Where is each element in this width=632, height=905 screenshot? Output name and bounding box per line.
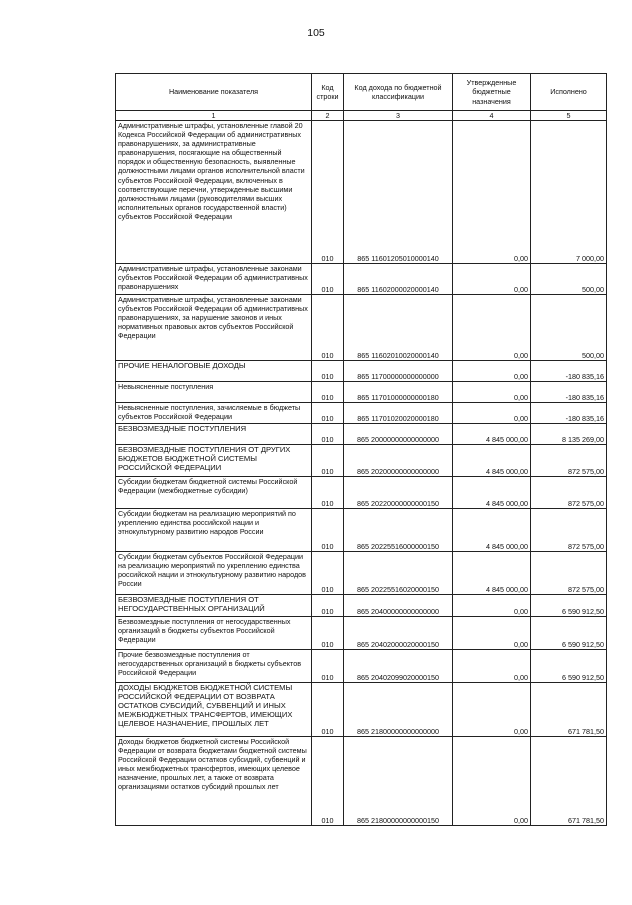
approved-amount: 0,00 bbox=[453, 737, 531, 826]
column-number: 3 bbox=[344, 111, 453, 121]
header-executed: Исполнено bbox=[531, 74, 607, 111]
income-code: 865 11602010020000140 bbox=[344, 295, 453, 361]
income-code: 865 20225516000000150 bbox=[344, 509, 453, 552]
indicator-name: Административные штрафы, установленные законами субъектов Российской Федерации об административных правонарушениях, за нарушение законов и иных нормативных правовых актов субъектов Российской Федерации bbox=[116, 295, 312, 361]
approved-amount: 4 845 000,00 bbox=[453, 424, 531, 445]
income-code: 865 20000000000000000 bbox=[344, 424, 453, 445]
executed-amount: -180 835,16 bbox=[531, 403, 607, 424]
income-code: 865 20402099020000150 bbox=[344, 650, 453, 683]
column-number-row bbox=[116, 111, 607, 121]
line-code: 010 bbox=[312, 445, 344, 477]
indicator-name: ПРОЧИЕ НЕНАЛОГОВЫЕ ДОХОДЫ bbox=[116, 361, 312, 382]
approved-amount: 0,00 bbox=[453, 403, 531, 424]
approved-amount: 4 845 000,00 bbox=[453, 477, 531, 509]
table-row bbox=[116, 121, 607, 264]
line-code: 010 bbox=[312, 382, 344, 403]
indicator-name: ДОХОДЫ БЮДЖЕТОВ БЮДЖЕТНОЙ СИСТЕМЫ РОССИЙСКОЙ ФЕДЕРАЦИИ ОТ ВОЗВРАТА ОСТАТКОВ СУБСИДИЙ, СУБВЕНЦИЙ И ИНЫХ МЕЖБЮДЖЕТНЫХ ТРАНСФЕРТОВ, ИМЕЮЩИХ ЦЕЛЕВОЕ НАЗНАЧЕНИЕ, ПРОШЛЫХ ЛЕТ bbox=[116, 683, 312, 737]
table-row bbox=[116, 683, 607, 737]
executed-amount: 500,00 bbox=[531, 295, 607, 361]
approved-amount: 0,00 bbox=[453, 361, 531, 382]
indicator-name: Доходы бюджетов бюджетной системы Российской Федерации от возврата бюджетами бюджетной системы Российской Федерации остатков субсидий, субвенций и иных межбюджетных трансфертов, имеющих целевое назначение, прошлых лет, а также от возврата организациями остатков субсидий прошлых лет bbox=[116, 737, 312, 826]
income-code: 865 11701020020000180 bbox=[344, 403, 453, 424]
line-code: 010 bbox=[312, 361, 344, 382]
executed-amount: 8 135 269,00 bbox=[531, 424, 607, 445]
indicator-name: БЕЗВОЗМЕЗДНЫЕ ПОСТУПЛЕНИЯ bbox=[116, 424, 312, 445]
table-row bbox=[116, 617, 607, 650]
executed-amount: 671 781,50 bbox=[531, 737, 607, 826]
income-code: 865 20225516020000150 bbox=[344, 552, 453, 595]
executed-amount: 872 575,00 bbox=[531, 509, 607, 552]
executed-amount: 872 575,00 bbox=[531, 477, 607, 509]
executed-amount: -180 835,16 bbox=[531, 361, 607, 382]
line-code: 010 bbox=[312, 683, 344, 737]
executed-amount: 872 575,00 bbox=[531, 552, 607, 595]
income-code: 865 20200000000000000 bbox=[344, 445, 453, 477]
table-row bbox=[116, 295, 607, 361]
line-code: 010 bbox=[312, 595, 344, 617]
approved-amount: 0,00 bbox=[453, 121, 531, 264]
income-code: 865 11701000000000180 bbox=[344, 382, 453, 403]
approved-amount: 0,00 bbox=[453, 595, 531, 617]
table-row bbox=[116, 477, 607, 509]
table-row bbox=[116, 382, 607, 403]
table-row bbox=[116, 403, 607, 424]
approved-amount: 0,00 bbox=[453, 264, 531, 295]
approved-amount: 0,00 bbox=[453, 295, 531, 361]
executed-amount: 7 000,00 bbox=[531, 121, 607, 264]
executed-amount: 6 590 912,50 bbox=[531, 617, 607, 650]
indicator-name: Субсидии бюджетам субъектов Российской Федерации на реализацию мероприятий по укреплению единства российской нации и этнокультурному развитию народов России bbox=[116, 552, 312, 595]
page-number: 105 bbox=[307, 27, 325, 39]
line-code: 010 bbox=[312, 264, 344, 295]
indicator-name: БЕЗВОЗМЕЗДНЫЕ ПОСТУПЛЕНИЯ ОТ НЕГОСУДАРСТВЕННЫХ ОРГАНИЗАЦИЙ bbox=[116, 595, 312, 617]
executed-amount: 671 781,50 bbox=[531, 683, 607, 737]
approved-amount: 4 845 000,00 bbox=[453, 509, 531, 552]
table-row bbox=[116, 509, 607, 552]
column-number: 1 bbox=[116, 111, 312, 121]
executed-amount: 872 575,00 bbox=[531, 445, 607, 477]
header-approved: Утвержденные бюджетные назначения bbox=[453, 74, 531, 111]
executed-amount: 500,00 bbox=[531, 264, 607, 295]
table-row bbox=[116, 595, 607, 617]
line-code: 010 bbox=[312, 617, 344, 650]
income-code: 865 20220000000000150 bbox=[344, 477, 453, 509]
line-code: 010 bbox=[312, 403, 344, 424]
indicator-name: Невыясненные поступления, зачисляемые в бюджеты субъектов Российской Федерации bbox=[116, 403, 312, 424]
executed-amount: 6 590 912,50 bbox=[531, 595, 607, 617]
header-indicator-name: Наименование показателя bbox=[116, 74, 312, 111]
indicator-name: Субсидии бюджетам бюджетной системы Российской Федерации (межбюджетные субсидии) bbox=[116, 477, 312, 509]
approved-amount: 0,00 bbox=[453, 382, 531, 403]
table-row bbox=[116, 361, 607, 382]
column-number: 4 bbox=[453, 111, 531, 121]
line-code: 010 bbox=[312, 509, 344, 552]
income-code: 865 20400000000000000 bbox=[344, 595, 453, 617]
column-number: 5 bbox=[531, 111, 607, 121]
table-row bbox=[116, 552, 607, 595]
income-report-table bbox=[115, 73, 607, 826]
table-row bbox=[116, 445, 607, 477]
table-row bbox=[116, 264, 607, 295]
income-code: 865 21800000000000150 bbox=[344, 737, 453, 826]
table-row bbox=[116, 650, 607, 683]
approved-amount: 4 845 000,00 bbox=[453, 445, 531, 477]
table-row bbox=[116, 424, 607, 445]
indicator-name: Административные штрафы, установленные законами субъектов Российской Федерации об административных правонарушениях bbox=[116, 264, 312, 295]
header-row bbox=[116, 74, 607, 111]
income-code: 865 11601205010000140 bbox=[344, 121, 453, 264]
executed-amount: -180 835,16 bbox=[531, 382, 607, 403]
executed-amount: 6 590 912,50 bbox=[531, 650, 607, 683]
indicator-name: Безвозмездные поступления от негосударственных организаций в бюджеты субъектов Российской Федерации bbox=[116, 617, 312, 650]
line-code: 010 bbox=[312, 552, 344, 595]
indicator-name: Невыясненные поступления bbox=[116, 382, 312, 403]
approved-amount: 4 845 000,00 bbox=[453, 552, 531, 595]
header-income-code: Код дохода по бюджетной классификации bbox=[344, 74, 453, 111]
income-code: 865 21800000000000000 bbox=[344, 683, 453, 737]
approved-amount: 0,00 bbox=[453, 617, 531, 650]
income-code: 865 20402000020000150 bbox=[344, 617, 453, 650]
indicator-name: Административные штрафы, установленные главой 20 Кодекса Российской Федерации об административных правонарушениях, за административные правонарушения, посягающие на общественный порядок и общественную безопасность, выявленные должностными лицами органов исполнительной власти субъектов Российской Федерации, включенных в соответствующие перечни, утвержденные высшими должностными лицами (руководителями высших исполнительных органов государственной власти) субъектов Российской Федерации bbox=[116, 121, 312, 264]
indicator-name: Прочие безвозмездные поступления от негосударственных организаций в бюджеты субъектов Российской Федерации bbox=[116, 650, 312, 683]
table-row bbox=[116, 737, 607, 826]
header-line-code: Код строки bbox=[312, 74, 344, 111]
line-code: 010 bbox=[312, 477, 344, 509]
approved-amount: 0,00 bbox=[453, 683, 531, 737]
line-code: 010 bbox=[312, 295, 344, 361]
indicator-name: БЕЗВОЗМЕЗДНЫЕ ПОСТУПЛЕНИЯ ОТ ДРУГИХ БЮДЖЕТОВ БЮДЖЕТНОЙ СИСТЕМЫ РОССИЙСКОЙ ФЕДЕРАЦИИ bbox=[116, 445, 312, 477]
line-code: 010 bbox=[312, 424, 344, 445]
line-code: 010 bbox=[312, 650, 344, 683]
column-number: 2 bbox=[312, 111, 344, 121]
income-code: 865 11700000000000000 bbox=[344, 361, 453, 382]
approved-amount: 0,00 bbox=[453, 650, 531, 683]
income-code: 865 11602000020000140 bbox=[344, 264, 453, 295]
line-code: 010 bbox=[312, 737, 344, 826]
line-code: 010 bbox=[312, 121, 344, 264]
indicator-name: Субсидии бюджетам на реализацию мероприятий по укреплению единства российской нации и этнокультурному развитию народов России bbox=[116, 509, 312, 552]
